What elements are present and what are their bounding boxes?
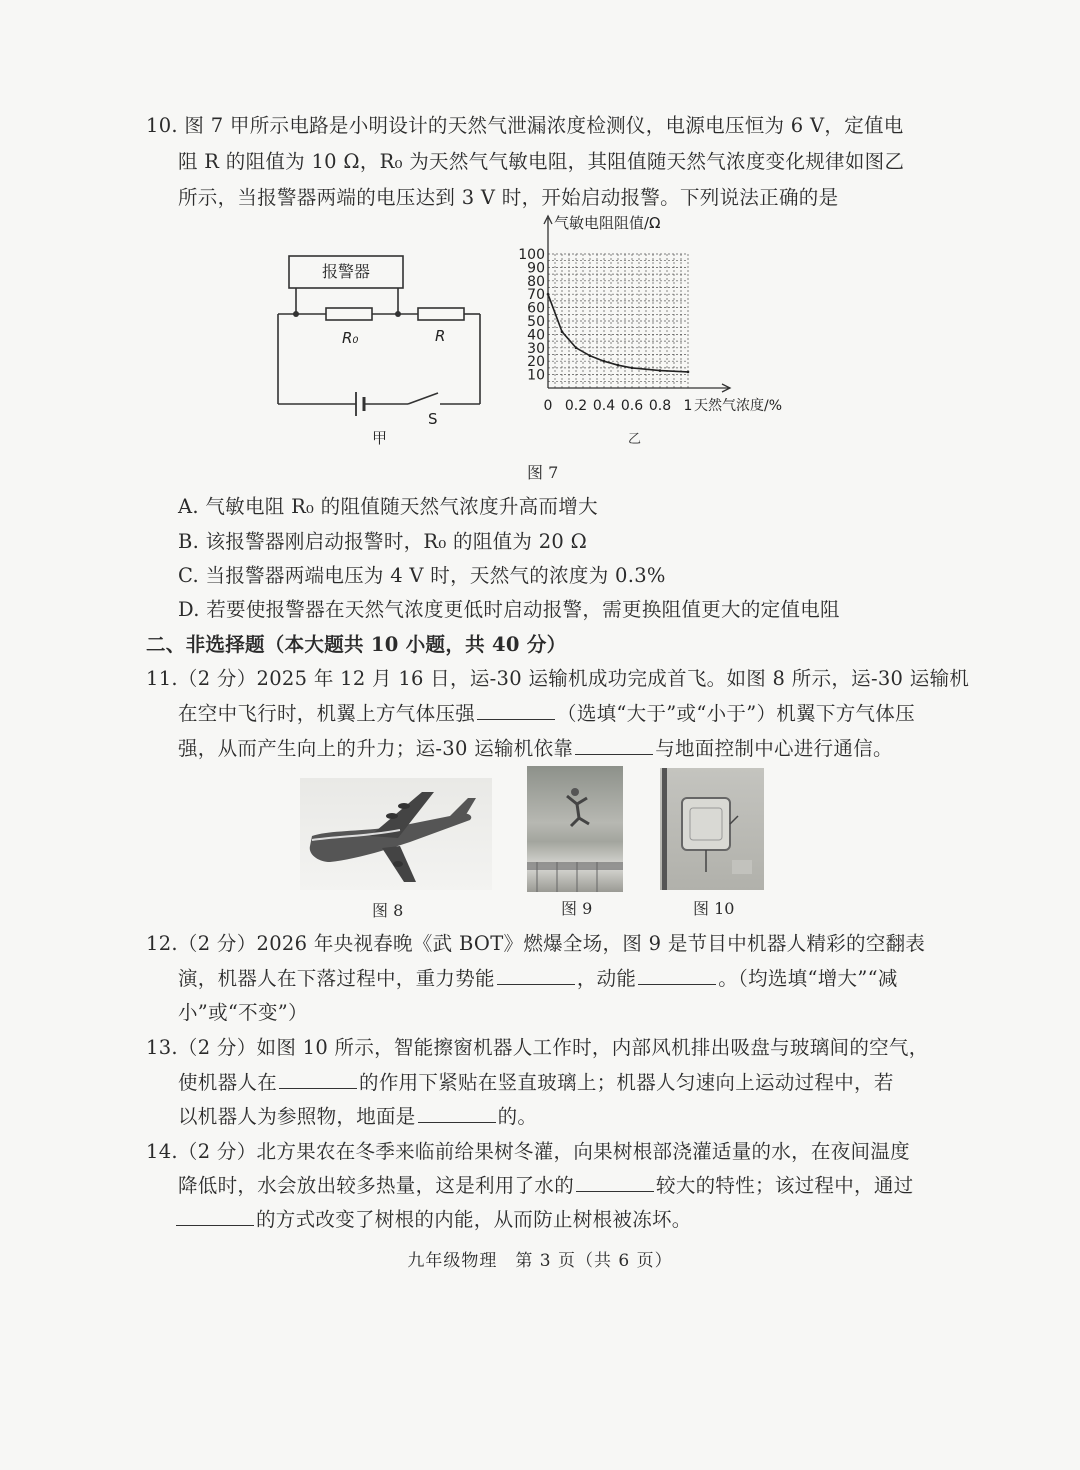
- figure8-photo: [300, 778, 492, 890]
- data-point: [547, 293, 550, 296]
- q13-line3-part-a: 以机器人为参照物，地面是: [178, 1105, 416, 1128]
- alarm-label: 报警器: [321, 262, 371, 281]
- q13-line2: [178, 1067, 894, 1095]
- x-tick-label: 1: [683, 398, 693, 414]
- data-point: [575, 347, 578, 350]
- q13-line3-part-b: 的。: [497, 1105, 538, 1128]
- q11-line2-part-b: （选填“大于”或“小于”）机翼下方气体压: [557, 702, 915, 725]
- figure10-caption: 图 10: [693, 899, 735, 918]
- x-tick-label: 0.6: [620, 398, 644, 414]
- q13-line1: 13.（2 分）如图 10 所示，智能擦窗机器人工作时，内部风机排出吸盘与玻璃间的空气，: [146, 1036, 929, 1059]
- figure10-photo: [660, 768, 764, 890]
- plane-icon: [300, 778, 492, 890]
- y-tick-label: 60: [527, 300, 545, 317]
- q11-line2: [178, 698, 915, 726]
- x-tick-label: 0.4: [592, 398, 616, 414]
- q14-line1: 14.（2 分）北方果农在冬季来临前给果树冬灌，向果树根部浇灌适量的水，在夜间温度: [146, 1140, 910, 1163]
- figure7-caption: 图 7: [527, 463, 559, 482]
- y-tick-label: 40: [527, 327, 545, 344]
- switch-label: S: [428, 410, 438, 428]
- q12-line2: [178, 963, 898, 991]
- data-point: [617, 364, 620, 367]
- q11-blank-1[interactable]: [477, 701, 555, 720]
- y-tick-label: 50: [527, 314, 545, 330]
- q14-line2-part-b: 较大的特性；该过程中，通过: [656, 1174, 914, 1197]
- data-point: [561, 330, 564, 333]
- y-tick-label: 80: [527, 273, 545, 290]
- y-tick-label: 20: [527, 354, 545, 371]
- x-tick-label: 0.8: [648, 398, 672, 414]
- q10-option-a: A. 气敏电阻 R₀ 的阻值随天然气浓度升高而增大: [178, 495, 598, 518]
- q12-line2-part-c: 。（均选填“增大”“减: [718, 967, 898, 990]
- q10-line3: 所示，当报警器两端的电压达到 3 V 时，开始启动报警。下列说法正确的是: [178, 186, 839, 209]
- page-footer: 九年级物理 第 3 页（共 6 页）: [407, 1251, 673, 1271]
- r-resistor: [418, 308, 464, 320]
- resistance-concentration-chart: [508, 210, 818, 445]
- r0-label: R₀: [342, 329, 359, 347]
- figure9-photo: [527, 766, 623, 892]
- data-point: [631, 367, 634, 370]
- data-point: [659, 369, 662, 372]
- q10-option-b: B. 该报警器刚启动报警时，R₀ 的阻值为 20 Ω: [178, 530, 588, 553]
- q14-line3-part-b: 的方式改变了树根的内能，从而防止树根被冻坏。: [256, 1208, 692, 1231]
- q12-line2-part-a: 演，机器人在下落过程中，重力势能: [178, 967, 495, 990]
- q12-line2-part-b: ，动能: [576, 967, 637, 990]
- q12-blank-2[interactable]: [638, 966, 716, 985]
- q10-line1: 10. 图 7 甲所示电路是小明设计的天然气泄漏浓度检测仪，电源电压恒为 6 V，定值电: [146, 114, 904, 137]
- q11-line3-part-a: 强，从而产生向上的升力；运-30 运输机依靠: [178, 737, 574, 760]
- q14-blank-2[interactable]: [176, 1207, 254, 1226]
- q14-line2-part-a: 降低时，水会放出较多热量，这是利用了水的: [178, 1174, 575, 1197]
- q11-blank-2[interactable]: [575, 736, 653, 755]
- y-tick-label: 100: [518, 247, 545, 263]
- y-axis-label: 气敏电阻阻值/Ω: [554, 214, 661, 232]
- q14-line3: [174, 1204, 692, 1232]
- section2-heading: 二、非选择题（本大题共 10 小题，共 40 分）: [146, 633, 567, 656]
- q13-line3: [178, 1101, 537, 1129]
- y-tick-label: 70: [527, 287, 545, 304]
- y-tick-label: 10: [527, 367, 545, 384]
- circuit-diagram: [268, 246, 498, 456]
- y-tick-label: 30: [527, 340, 545, 357]
- q11-line1: 11.（2 分）2025 年 12 月 16 日，运-30 运输机成功完成首飞。如图 8 所示，运-30 运输机: [146, 667, 970, 690]
- q13-line2-part-b: 的作用下紧贴在竖直玻璃上；机器人匀速向上运动过程中，若: [359, 1071, 894, 1094]
- series-line: [548, 294, 688, 372]
- q10-line2: 阻 R 的阻值为 10 Ω，R₀ 为天然气气敏电阻，其阻值随天然气浓度变化规律如图乙: [178, 150, 905, 173]
- figure9-caption: 图 9: [561, 899, 593, 918]
- x-tick-label: 0: [543, 398, 553, 414]
- q13-blank-1[interactable]: [279, 1070, 357, 1089]
- circuit-caption: 甲: [372, 429, 388, 447]
- r-label: R: [435, 327, 446, 345]
- data-point: [603, 360, 606, 363]
- q11-line2-part-a: 在空中飞行时，机翼上方气体压强: [178, 702, 476, 725]
- q13-blank-2[interactable]: [418, 1104, 496, 1123]
- q12-line1: 12.（2 分）2026 年央视春晚《武 BOT》燃爆全场，图 9 是节目中机器人精彩的空翻表: [146, 932, 926, 955]
- q12-blank-1[interactable]: [497, 966, 575, 985]
- q13-line2-part-a: 使机器人在: [178, 1071, 278, 1094]
- data-point: [687, 371, 690, 374]
- q10-option-c: C. 当报警器两端电压为 4 V 时，天然气的浓度为 0.3%: [178, 564, 666, 587]
- q14-line2: [178, 1170, 913, 1198]
- window-robot-icon: [682, 798, 730, 850]
- q14-blank-1[interactable]: [576, 1173, 654, 1192]
- graph-caption: 乙: [628, 432, 642, 445]
- q12-line3: 小”或“不变”）: [178, 1001, 308, 1024]
- figure8-caption: 图 8: [372, 901, 404, 920]
- x-axis-label: 天然气浓度/%: [694, 398, 783, 414]
- q11-line3: [178, 733, 893, 761]
- q11-line3-part-b: 与地面控制中心进行通信。: [655, 737, 893, 760]
- y-tick-label: 90: [527, 260, 545, 277]
- data-point: [589, 355, 592, 358]
- r0-resistor: [326, 308, 372, 320]
- q10-option-d: D. 若要使报警器在天然气浓度更低时启动报警，需更换阻值更大的定值电阻: [178, 598, 840, 621]
- x-tick-label: 0.2: [564, 398, 588, 414]
